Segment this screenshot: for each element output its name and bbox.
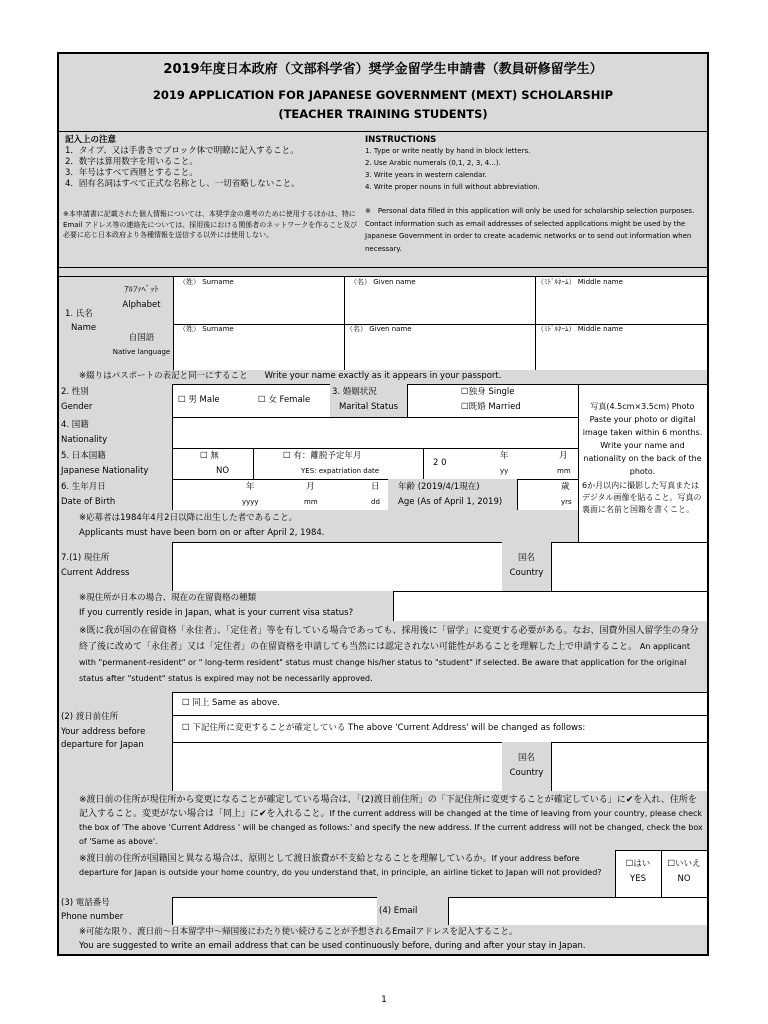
- phone-field[interactable]: [172, 897, 378, 926]
- email-note-en: You are suggested to write an email address that can be used continuously before, during and after your stay in Japan.: [79, 941, 586, 951]
- dob-month-field[interactable]: [266, 479, 326, 511]
- address-changed-checkbox[interactable]: ☐ 下記住所に変更することが確定している The above 'Current Address' will be changed as follows:: [182, 723, 586, 733]
- current-address-label-en: Current Address: [61, 568, 130, 578]
- gender-label-jp: 2. 性別: [61, 387, 89, 397]
- email-field[interactable]: [448, 897, 707, 926]
- surname-native-field[interactable]: [173, 324, 345, 371]
- middle-native-label: （ﾐﾄﾞﾙﾈｰﾑ） Middle name: [537, 325, 623, 333]
- photo-instructions-jp: 6か月以内に撮影した写真またはデジタル画像を貼ること。写真の裏面に名前と国籍を書くこと。: [582, 481, 702, 514]
- travel-question-jp: ※渡日前の住所が国籍国と異なる場合は、原則として渡日旅費が不支給となることを理解しているか。: [79, 854, 492, 864]
- marital-married-checkbox[interactable]: ☐既婚 Married: [461, 402, 521, 412]
- note-en-4: 4. Write proper nouns in full without abbreviation.: [365, 183, 540, 191]
- travel-yes-label: YES: [630, 874, 646, 884]
- note-jp-4: 4．固有名詞はすべて正式な名称とし、一切省略しないこと。: [65, 179, 300, 189]
- jp-nationality-no-label: NO: [216, 466, 230, 476]
- dob-note-row: [59, 510, 579, 543]
- visa-status-field[interactable]: [393, 591, 707, 622]
- nationality-label-jp: 4. 国籍: [61, 420, 89, 430]
- page-number: 1: [381, 995, 387, 1005]
- gender-options-cell: [172, 384, 331, 418]
- travel-yes-cell: [615, 850, 662, 898]
- note-en-2: 2. Use Arabic numerals (0,1, 2, 3, 4...).: [365, 159, 501, 167]
- expatriation-year-prefix: 2 0: [433, 458, 447, 468]
- age-unit-en: yrs: [561, 498, 572, 506]
- age-label-en: Age (As of April 1, 2019): [398, 497, 503, 507]
- same-as-above-row: [172, 692, 707, 716]
- travel-yes-checkbox[interactable]: ☐はい: [625, 859, 651, 869]
- jp-nationality-yes-label: YES: expatriation date: [301, 467, 380, 475]
- pre-departure-country-label-en: Country: [509, 768, 544, 778]
- title-english-line1: 2019 APPLICATION FOR JAPANESE GOVERNMENT (MEXT) SCHOLARSHIP: [152, 88, 614, 102]
- pre-departure-label-en-1: Your address before: [61, 727, 146, 737]
- email-label-cell: [377, 897, 449, 926]
- expatriation-month-en: mm: [557, 467, 571, 475]
- expatriation-month-field[interactable]: [521, 448, 579, 480]
- gender-label-cell: [59, 384, 173, 418]
- pre-departure-note-jp: ※渡日前の住所が現住所から変更になることが確定している場合は、「(2)渡日前住所」の「下記住所に変更することが確定している」に✔を入れ、住所を記入すること。変更がない場合は「同上」に✔を入れること。: [79, 795, 697, 819]
- jp-nationality-label-en: Japanese Nationality: [61, 466, 149, 476]
- pre-departure-label-jp: (2) 渡日前住所: [61, 712, 119, 722]
- surname-native-label: （姓） Surname: [179, 325, 234, 333]
- alphabet-label-jp: ｱﾙﾌｧﾍﾞｯﾄ: [124, 285, 159, 295]
- expatriation-year-field[interactable]: [423, 448, 483, 480]
- dob-label-en: Date of Birth: [61, 497, 116, 507]
- visa-warning-row: [59, 621, 707, 693]
- visa-status-label-jp: ※現住所が日本の場合、現在の在留資格の種類: [79, 593, 257, 603]
- visa-status-label-cell: [59, 591, 394, 622]
- expatriation-year-unit: [482, 448, 522, 480]
- travel-question-cell: [59, 850, 616, 898]
- given-alphabet-field[interactable]: [344, 277, 536, 325]
- pre-departure-country-label-cell: [502, 742, 552, 792]
- age-field[interactable]: [517, 479, 579, 511]
- given-native-label: （名） Given name: [346, 325, 412, 333]
- marital-options-cell: [407, 384, 579, 418]
- marital-label-cell: [330, 384, 408, 418]
- age-label-jp: 年齢 (2019/4/1現在): [398, 482, 480, 492]
- dob-day-jp: 日: [371, 482, 380, 492]
- name-label-jp: 1. 氏名: [65, 309, 93, 319]
- marital-label-jp: 3. 婚姻状況: [332, 387, 377, 397]
- travel-no-cell: [661, 850, 707, 898]
- email-label: (4) Email: [379, 906, 418, 916]
- alphabet-label-en: Alphabet: [122, 300, 161, 310]
- travel-no-checkbox[interactable]: ☐いいえ: [667, 859, 701, 869]
- title-japanese: 2019年度日本政府（文部科学省）奨学金留学生申請書（教員研修留学生）: [163, 62, 603, 77]
- jp-nationality-label-cell: [59, 448, 173, 480]
- alphabet-label-cell: [110, 277, 174, 325]
- travel-question-text: [79, 852, 613, 880]
- name-note-row: [59, 370, 707, 385]
- dob-month-jp: 月: [306, 482, 315, 492]
- visa-warning-text: [79, 623, 701, 687]
- note-en-3: 3. Write years in western calendar.: [365, 171, 487, 179]
- nationality-field[interactable]: [172, 417, 579, 449]
- name-label-en: Name: [71, 323, 97, 333]
- expatriation-month-jp: 月: [559, 451, 568, 461]
- gender-male-checkbox[interactable]: ☐ 男 Male: [178, 395, 220, 405]
- current-address-label-cell: [59, 542, 173, 592]
- notes-heading-en: INSTRUCTIONS: [365, 135, 437, 145]
- current-address-label-jp: 7.(1) 現住所: [61, 553, 110, 563]
- nationality-label-cell: [59, 417, 173, 449]
- given-alphabet-label: （名） Given name: [350, 278, 416, 286]
- jp-nationality-no-checkbox[interactable]: ☐ 無: [200, 451, 219, 461]
- current-address-field[interactable]: [172, 542, 503, 592]
- visa-warning-jp: ※既に我が国の在留資格「永住者」、「定住者」等を有している場合であっても、採用後に「留学」に変更する必要がある。なお、国費外国人留学生の身分終了後に改めて「永住者」又は「定住者」の在留資格を申請しても当然には認定されない可能性があることを理解した上で申請すること。: [79, 626, 699, 652]
- pre-departure-note-text: [79, 793, 703, 849]
- photo-instructions-en: 写真(4.5cm×3.5cm) Photo Paste your photo or digital image taken within 6 months. Write your name and nationality on the back of the photo.: [582, 402, 703, 476]
- pre-departure-country-field[interactable]: [551, 742, 707, 792]
- form-header: [59, 54, 707, 132]
- dob-day-en: dd: [371, 498, 380, 506]
- current-country-field[interactable]: [551, 542, 707, 592]
- travel-no-label: NO: [677, 874, 691, 884]
- jp-nationality-yes-checkbox[interactable]: ☐ 有：離脱予定年月: [283, 451, 362, 461]
- photo-box[interactable]: [578, 384, 707, 543]
- age-label-cell: [388, 479, 518, 511]
- privacy-note-jp: ※本申請書に記載された個人情報については、本奨学金の選考のために使用するほかは、特にEmail アドレス等の連絡先については、採用後における関係者のネットワークを作ること及び必要に応じ日本政府より各種情報を送信する以外には使用しない。: [63, 210, 358, 239]
- pre-departure-label-cell: [59, 692, 173, 792]
- current-country-label-en: Country: [509, 568, 544, 578]
- nationality-label-en: Nationality: [61, 435, 108, 445]
- native-label-jp: 自国語: [128, 333, 155, 343]
- dob-note-en: Applicants must have been born on or after April 2, 1984.: [79, 528, 325, 538]
- dob-day-field[interactable]: [325, 479, 389, 511]
- pre-departure-label-en-2: departure for Japan: [61, 740, 144, 750]
- jp-nationality-yes-cell: [253, 448, 424, 480]
- dob-month-en: mm: [304, 498, 318, 506]
- privacy-note-en: ※ Personal data filled in this application will only be used for scholarship selection purposes. Contact information such as email addresses of selected applications might be used by the Japanese Government in order to create academic networks or to send out information when necessary.: [365, 207, 695, 253]
- given-native-field[interactable]: [344, 324, 536, 371]
- notes-heading-jp: 記入上の注意: [65, 135, 117, 145]
- dob-year-en: yyyy: [242, 498, 259, 506]
- dob-label-cell: [59, 479, 173, 511]
- marital-label-en: Marital Status: [338, 402, 399, 412]
- note-jp-1: 1．タイプ、又は手書きでブロック体で明瞭に記入すること。: [65, 146, 299, 156]
- jp-nationality-no-cell: [172, 448, 254, 480]
- email-note-jp: ※可能な限り、渡日前～日本留学中～帰国後にわたり使い続けることが予想されるEmailアドレスを記入すること。: [79, 927, 518, 937]
- middle-alphabet-label: （ﾐﾄﾞﾙﾈｰﾑ） Middle name: [537, 278, 623, 286]
- title-english-line2: (TEACHER TRAINING STUDENTS): [278, 107, 488, 121]
- name-label-cell: [59, 277, 111, 371]
- note-jp-3: 3．年号はすべて西暦とすること。: [65, 168, 198, 178]
- expatriation-year-en: yy: [500, 467, 509, 475]
- gender-female-checkbox[interactable]: ☐ 女 Female: [258, 395, 311, 405]
- application-form: [57, 52, 709, 956]
- phone-label-cell: [59, 897, 173, 926]
- pre-departure-country-label-jp: 国名: [517, 753, 535, 763]
- jp-nationality-label-jp: 5. 日本国籍: [61, 451, 106, 461]
- visa-warning-en: An applicant with "permanent-resident" or " long-term resident" status must change his/her status to "student" if selected. Be aware that application for the original status after "student" status is expired may not be necessarily approved.: [79, 642, 690, 683]
- gender-label-en: Gender: [61, 402, 93, 412]
- same-as-above-checkbox[interactable]: ☐ 同上 Same as above.: [182, 698, 280, 708]
- email-note-row: [59, 925, 707, 954]
- name-note: ※綴りはパスポートの表記と同一にすること Write your name exactly as it appears in your passport.: [79, 371, 502, 381]
- current-country-label-cell: [502, 542, 552, 592]
- pre-departure-note-row: [59, 791, 707, 851]
- phone-label-jp: (3) 電話番号: [61, 898, 110, 908]
- note-jp-2: 2．数字は算用数字を用いること。: [65, 157, 198, 167]
- native-label-cell: [110, 324, 174, 371]
- age-unit-jp: 歳: [561, 482, 570, 492]
- pre-departure-note-en: If the current address will be changed at the time of leaving from your country, please check the box of 'The above 'Current Address ' will be changed as follows:' and specify the new address. If the current address will not be changed, check the box of 'Same as above'.: [79, 809, 703, 846]
- native-label-en: Native language: [112, 348, 171, 356]
- travel-question-en: If your address before departure for Japan is outside your home country, do you understand that, in principle, an airline ticket to Japan will not provided?: [79, 854, 602, 877]
- pre-departure-address-field[interactable]: [172, 742, 503, 792]
- expatriation-year-jp: 年: [500, 451, 509, 461]
- surname-alphabet-field[interactable]: [173, 277, 345, 325]
- phone-label-en: Phone number: [61, 912, 124, 922]
- current-country-label-jp: 国名: [517, 553, 535, 563]
- dob-year-jp: 年: [246, 482, 255, 492]
- surname-alphabet-label: （姓） Surname: [179, 278, 234, 286]
- note-en-1: 1. Type or write neatly by hand in block letters.: [365, 147, 531, 155]
- dob-label-jp: 6. 生年月日: [61, 482, 106, 492]
- middle-alphabet-field[interactable]: [535, 277, 707, 325]
- dob-year-field[interactable]: [172, 479, 267, 511]
- instructions-section: [59, 132, 707, 268]
- section-divider: [59, 268, 707, 277]
- dob-note-jp: ※応募者は1984年4月2日以降に出生した者であること。: [79, 513, 298, 523]
- middle-native-field[interactable]: [535, 324, 707, 371]
- address-changed-row: [172, 715, 707, 743]
- marital-single-checkbox[interactable]: ☐独身 Single: [461, 387, 515, 397]
- visa-status-label-en: If you currently reside in Japan, what is your current visa status?: [79, 608, 354, 618]
